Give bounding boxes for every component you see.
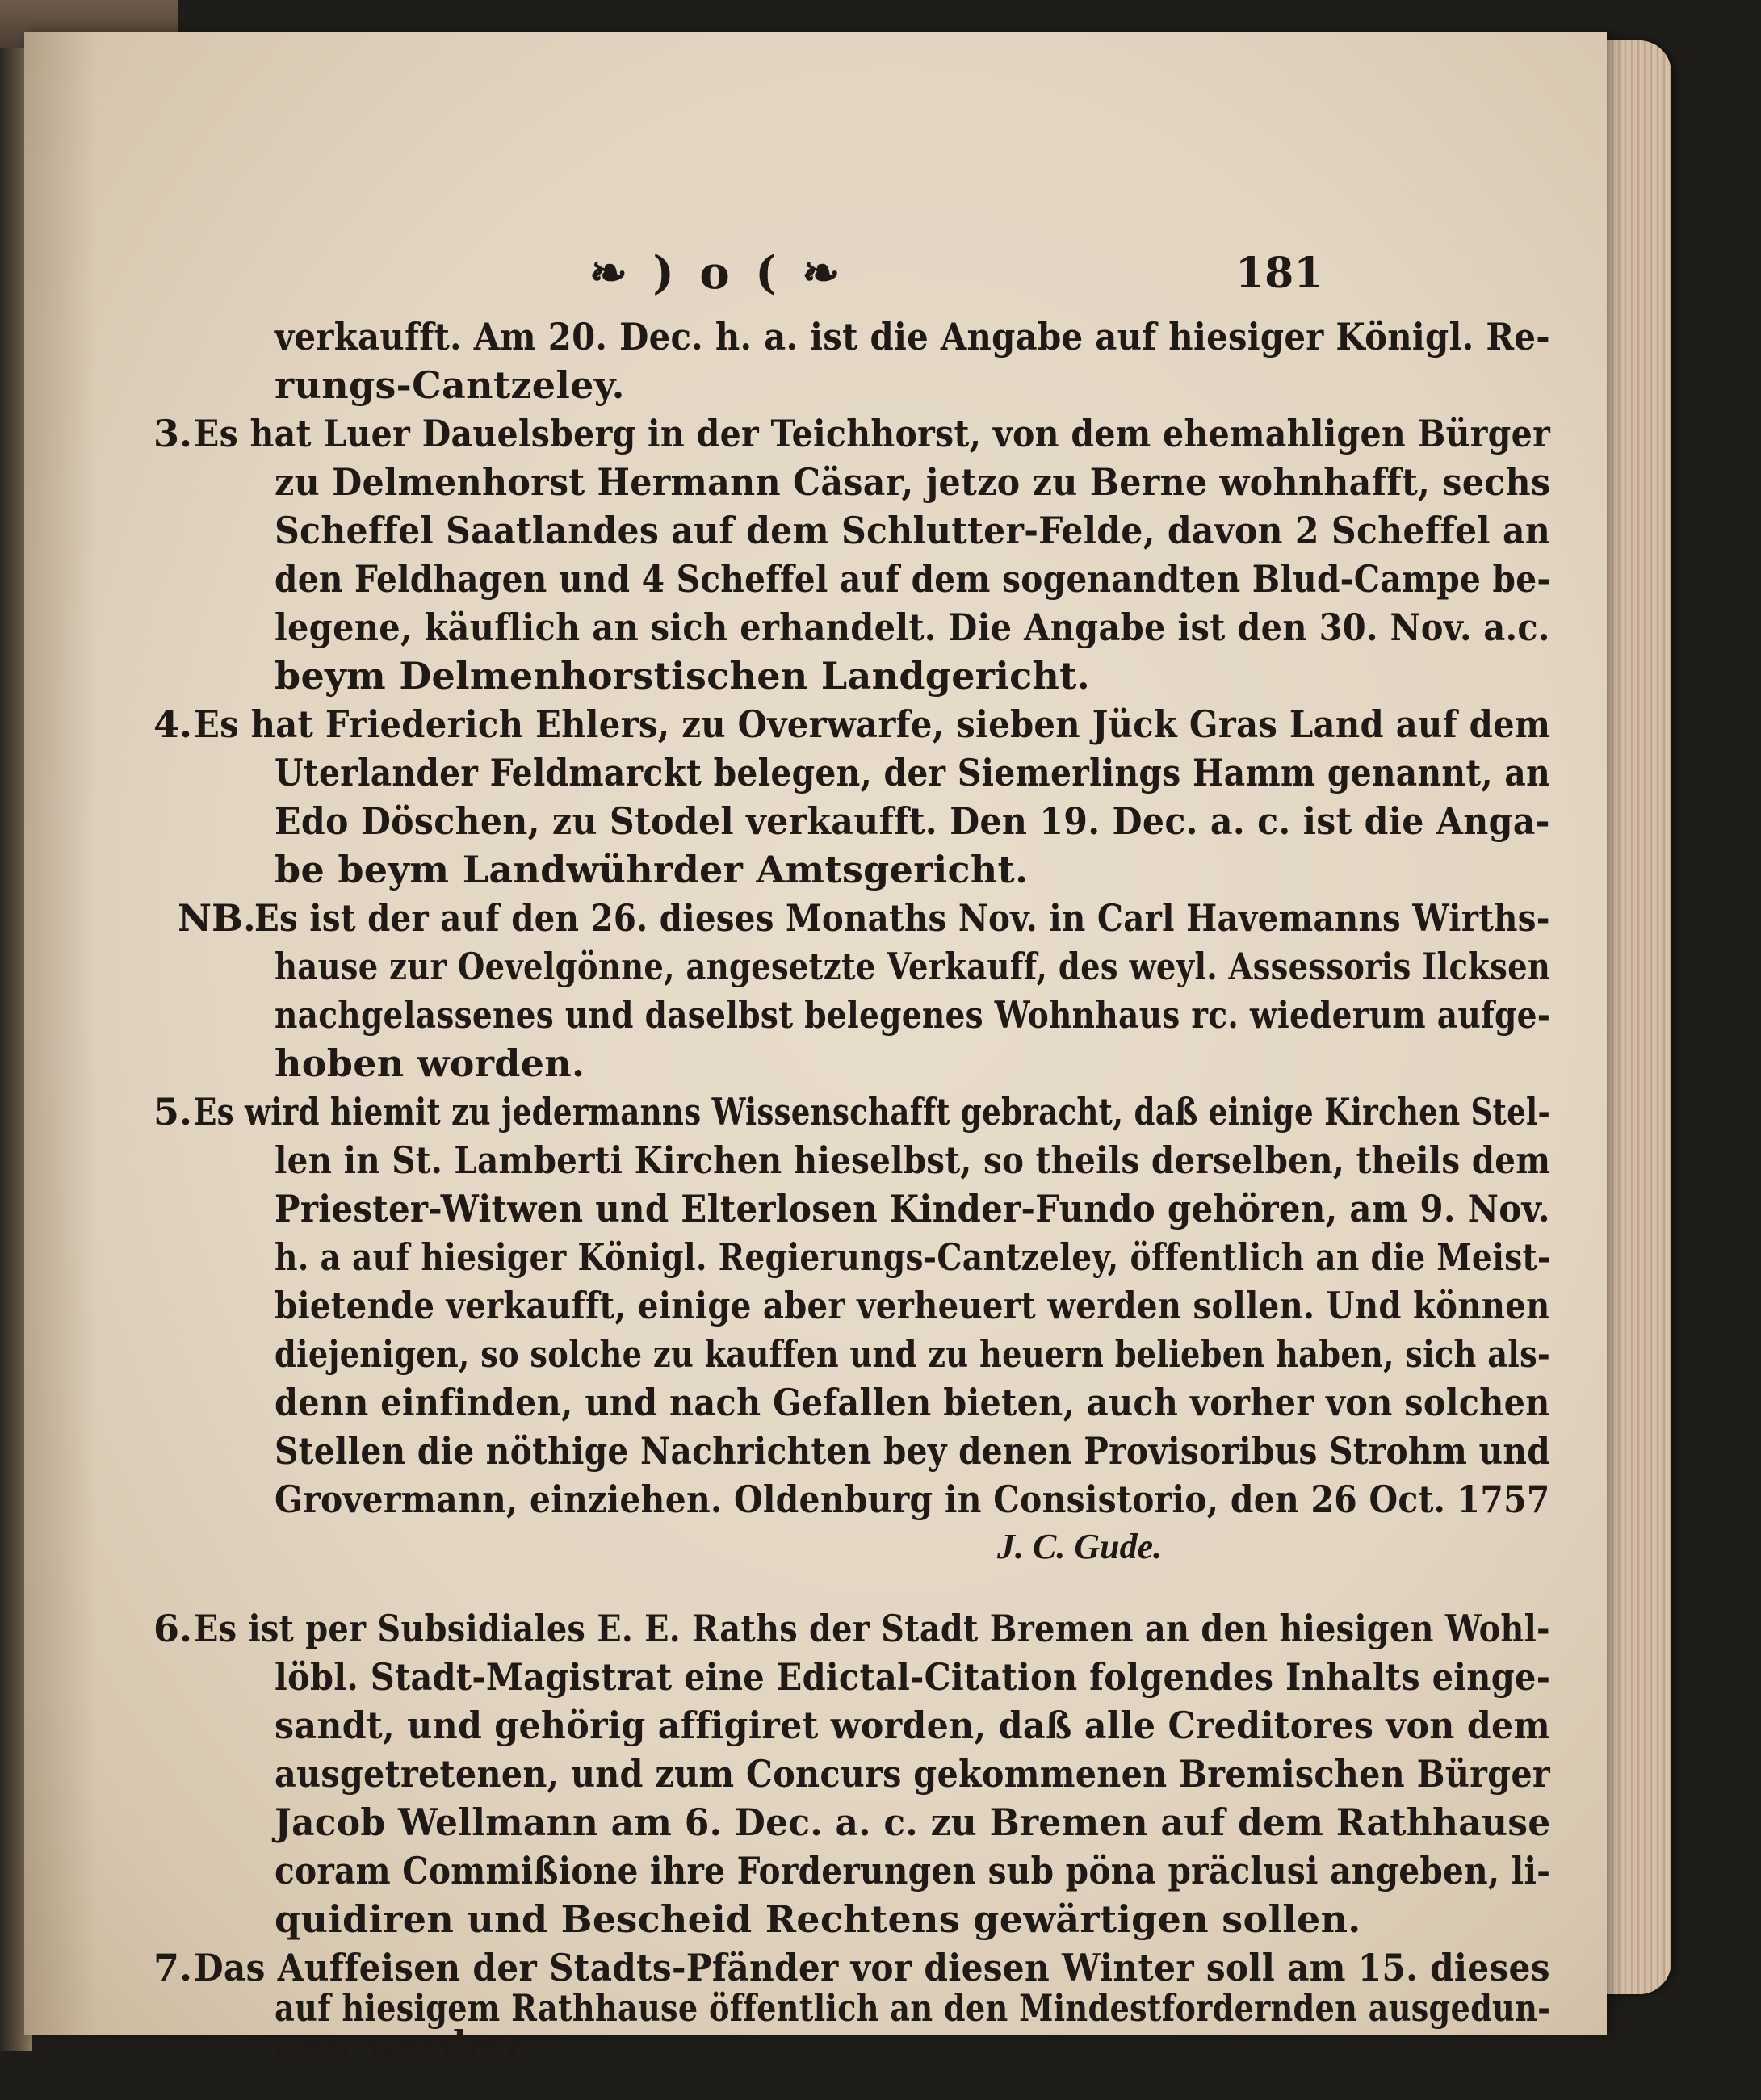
running-header-ornament: ❧ ) o ( ❧ — [589, 246, 845, 300]
text-line: Es hat Luer Dauelsberg in der Teichhorst, von dem ehemahligen Bürger — [194, 412, 1550, 455]
text-line: Es ist per Subsidiales E. E. Raths der Stadt Bremen an den hiesigen Wohl- — [194, 1607, 1550, 1650]
text-line: nachgelassenes und daselbst belegenes Wohnhaus rc. wiederum aufge- — [275, 993, 1551, 1037]
text-line: quidiren und Bescheid Rechtens gewärtigen sollen. — [275, 1897, 1361, 1941]
text-line: rungs-Cantzeley. — [275, 363, 625, 407]
text-line: sandt, und gehörig affigiret worden, daß alle Creditores von dem — [275, 1704, 1551, 1747]
entry-number: 5. — [153, 1090, 193, 1134]
text-line: Uterlander Feldmarckt belegen, der Siemerlings Hamm genannt, an — [275, 751, 1551, 794]
text-line: den Feldhagen und 4 Scheffel auf dem sogenandten Blud-Campe be- — [275, 557, 1551, 601]
entry-number: NB. — [178, 896, 256, 940]
entry-number: 7. — [153, 1946, 193, 1989]
text-line: h. a auf hiesiger Königl. Regierungs-Cantzeley, öffentlich an die Meist- — [275, 1235, 1551, 1279]
text-line: hause zur Oevelgönne, angesetzte Verkauff, des weyl. Assessoris Ilcksen — [275, 945, 1551, 988]
text-line: Jacob Wellmann am 6. Dec. a. c. zu Bremen auf dem Rathhause — [275, 1800, 1551, 1844]
text-line: len in St. Lamberti Kirchen hieselbst, so theils derselben, theils dem — [275, 1138, 1551, 1182]
entry-number: 4. — [153, 702, 193, 746]
text-line: diejenigen, so solche zu kauffen und zu heuern belieben haben, sich als- — [275, 1332, 1551, 1376]
text-line: Scheffel Saatlandes auf dem Schlutter-Felde, davon 2 Scheffel an — [275, 509, 1551, 552]
text-line: be beym Landwührder Amtsgericht. — [275, 848, 1029, 891]
text-line: Stellen die nöthige Nachrichten bey denen Provisoribus Strohm und — [275, 1429, 1550, 1473]
text-line: bietende verkaufft, einige aber verheuert werden sollen. Und können — [275, 1284, 1550, 1327]
page-number: 181 — [1235, 249, 1323, 298]
text-line: hoben worden. — [275, 1042, 585, 1085]
text-line: Edo Döschen, zu Stodel verkaufft. Den 19. Dec. a. c. ist die Anga- — [275, 799, 1550, 843]
text-line: Grovermann, einziehen. Oldenburg in Consistorio, den 26 Oct. 1757 — [275, 1478, 1550, 1521]
text-line: ausgetretenen, und zum Concurs gekommenen Bremischen Bürger — [275, 1752, 1550, 1796]
entry-number: 6. — [153, 1607, 193, 1650]
text-line: Es ist der auf den 26. dieses Monaths Nov. in Carl Havemanns Wirths- — [254, 896, 1550, 940]
text-line: verkaufft. Am 20. Dec. h. a. ist die Angabe auf hiesiger Königl. Re- — [275, 315, 1550, 358]
text-line: legene, käuflich an sich erhandelt. Die Angabe ist den 30. Nov. a.c. — [275, 606, 1550, 649]
text-line: Priester-Witwen und Elterlosen Kinder-Fundo gehören, am 9. Nov. — [275, 1187, 1550, 1230]
text-line: Es wird hiemit zu jedermanns Wissenschafft gebracht, daß einige Kirchen Stel- — [194, 1090, 1551, 1134]
page-text — [24, 32, 1607, 2066]
signature: J. C. Gude. — [997, 1527, 1163, 1566]
text-line: auf hiesigem Rathhause öffentlich an den Mindestfordernden ausgedun- — [275, 1986, 1551, 2030]
text-line: gen werden. — [275, 2022, 532, 2066]
text-line: Es hat Friederich Ehlers, zu Overwarfe, sieben Jück Gras Land auf dem — [194, 702, 1551, 746]
text-line: beym Delmenhorstischen Landgericht. — [275, 654, 1091, 698]
text-line: zu Delmenhorst Hermann Cäsar, jetzo zu Berne wohnhafft, sechs — [275, 460, 1551, 504]
text-line: denn einfinden, und nach Gefallen bieten, auch vorher von solchen — [275, 1381, 1550, 1424]
book-page — [24, 32, 1607, 2066]
entry-number: 3. — [153, 412, 193, 455]
text-line: coram Commißione ihre Forderungen sub pöna präclusi angeben, li- — [275, 1849, 1551, 1893]
text-line: Das Auffeisen der Stadts-Pfänder vor diesen Winter soll am 15. dieses — [194, 1946, 1550, 1989]
text-line: löbl. Stadt-Magistrat eine Edictal-Citation folgendes Inhalts einge- — [275, 1655, 1551, 1699]
